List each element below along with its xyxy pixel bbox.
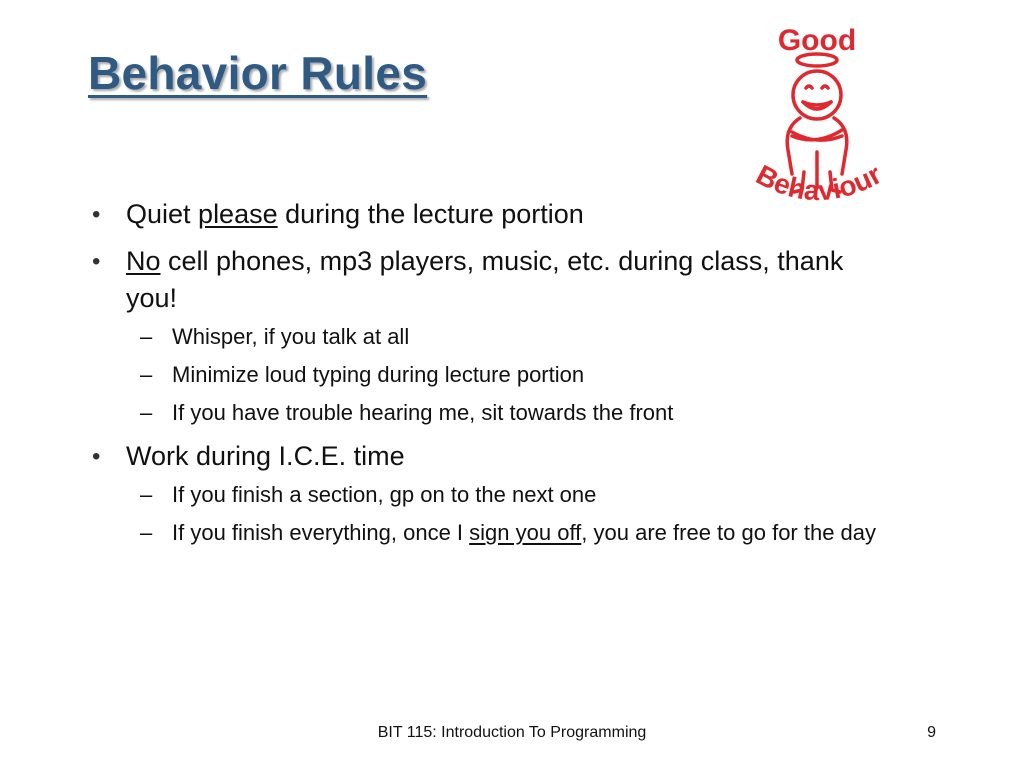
- sub-bullet-item: – If you finish everything, once I sign you off, you are free to go for the day: [126, 517, 888, 548]
- sub-bullet-item: – If you finish a section, gp on to the next one: [126, 479, 888, 510]
- bullet-item: [88, 196, 888, 233]
- bullet-text: Work during I.C.E. time: [126, 441, 405, 471]
- bullet-item: [88, 243, 888, 428]
- dash-icon: –: [140, 520, 153, 545]
- sub-bullet-item: – If you have trouble hearing me, sit towards the front: [126, 397, 888, 428]
- bullet-dot-icon: •: [92, 443, 101, 470]
- bullet-list: [88, 196, 888, 558]
- smiley-face-icon: [793, 71, 841, 119]
- stamp-text-behaviour: Behaviour: [751, 158, 887, 207]
- dash-icon: –: [140, 400, 153, 425]
- dash-icon: –: [140, 482, 153, 507]
- bullet-item: [88, 438, 888, 548]
- sub-bullet-item: – Minimize loud typing during lecture portion: [126, 359, 888, 390]
- slide-number: 9: [927, 724, 936, 741]
- bullet-dot-icon: •: [92, 248, 101, 275]
- footer-course-title: BIT 115: Introduction To Programming: [377, 724, 647, 741]
- dash-icon: –: [140, 362, 153, 387]
- slide-title: Behavior Rules: [88, 47, 428, 99]
- bullet-text: Quiet please during the lecture portion: [126, 199, 584, 229]
- dash-icon: –: [140, 324, 153, 349]
- bullet-text: No cell phones, mp3 players, music, etc. during class, thank you!: [126, 246, 844, 313]
- stamp-text-good: Good: [777, 24, 857, 57]
- sub-bullet-item: – Whisper, if you talk at all: [126, 321, 888, 352]
- bullet-dot-icon: •: [92, 201, 101, 228]
- sub-bullet-list: [126, 479, 888, 548]
- sub-bullet-list: [126, 321, 888, 428]
